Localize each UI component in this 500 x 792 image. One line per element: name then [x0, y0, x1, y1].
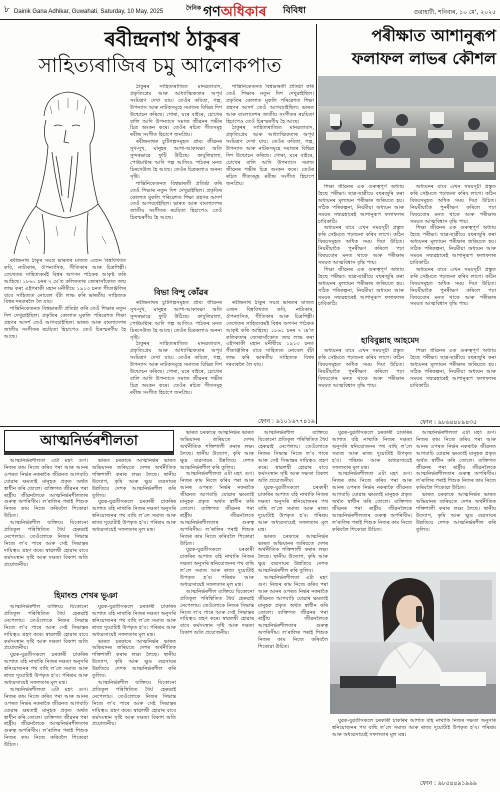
self-reliance-phone: ফোন : ৯৮৫৪৪৯১৯৯৯ — [420, 780, 477, 787]
exam-body-col4: শিক্ষা জীৱনৰ এক গুৰুত্বপূৰ্ণ অধ্যায় হৈছে পৰীক্ষা। ছাত্ৰ-ছাত্ৰীয়ে বছৰজুৰি কৰা অধ্যয়নৰ মূল্যায়ন পৰীক্ষাৰ জৰিয়তে হয়। সঠিক পৰিকল্পনা, নিয়মীয়া অধ্যয়ন আৰু সময়ৰ সদ্ব্যৱহাৰেই আশানুৰূপ ফলাফলৰ চাবিকাঠি। — [410, 348, 496, 389]
brand-part1: গণ — [203, 4, 221, 20]
tagore-phone: ফোন : ৯১০১৬৭৭৪১৯ — [258, 418, 315, 425]
exam-body-col2: অধ্যয়নৰ বাবে এখন সময়সূচী প্ৰস্তুত কৰি সেইমতে পঢ়াশুনা কৰিব লাগে। কঠিন বিষয়সমূহত অধিক সময় দিয়া উচিত। নিয়মীয়াকৈ পুনৰীক্ষণ কৰিলে পঢ়া বিষয়বোৰ মনত থাকে আৰু পৰীক্ষাৰ সময়ত আত্মবিশ্বাস বৃদ্ধি পায়। শিক্ষা জীৱনৰ এক গুৰুত্বপূৰ্ণ অধ্যায় হৈছে পৰীক্ষা। ছাত্ৰ-ছাত্ৰীয়ে বছৰজুৰি কৰা অধ্যয়নৰ মূল্যায়ন পৰীক্ষাৰ জৰিয়তে হয়। সঠিক পৰিকল্পনা, নিয়মীয়া অধ্যয়ন আৰু সময়ৰ সদ্ব্যৱহাৰেই আশানুৰূপ ফলাফলৰ চাবিকাঠি। অধ্যয়নৰ বাবে এখন সময়সূচী প্ৰস্তুত কৰি সেইমতে পঢ়াশুনা কৰিব লাগে। কঠিন বিষয়সমূহত অধিক সময় দিয়া উচিত। নিয়মীয়াকৈ পুনৰীক্ষণ কৰিলে পঢ়া বিষয়বোৰ মনত থাকে আৰু পৰীক্ষাৰ সময়ত আত্মবিশ্বাস বৃদ্ধি পায়। — [410, 184, 496, 308]
tagore-headline-line2: সাহিত্যৰাজিৰ চমু আলোকপাত — [38, 53, 282, 77]
self-reliance-banner: আত্মনিৰ্ভৰশীলতা — [4, 430, 174, 452]
tagore-body-col5: ৰবীন্দ্ৰনাথ ঠাকুৰ সমগ্ৰ ভাৰতৰ মাজত এজন বিশ্ববিখ্যাত কবি, নাট্যকাৰ, ঔপন্যাসিক, গীতিকাৰ আৰু চিত্ৰশিল্পী। তেখেতৰ সাহিত্যকৰ্মই বিশ্বৰ অগণন পাঠকক আকৃষ্ট কৰি আহিছে। ১৮৬১ চনৰ ৭ মে’ত কলিকতাৰ জোৰাসাঁকোত জন্ম লাভ কৰা এইগৰাকী মহান মনীষীয়ে ১৯১৩ চনত গীতাঞ্জলিৰ বাবে সাহিত্যত নোবেল বঁটা লাভ কৰি ভাৰতীয় সাহিত্যক বিশ্বৰ দৰবাৰলৈ লৈ যায়। — [226, 300, 314, 369]
self-reliance-col8: আত্মনিৰ্ভৰশীলতা এটা মহৎ গুণ। নিজৰ কাম নিজে কৰিব পৰা আৰু আনৰ ওপৰত নিৰ্ভৰ নকৰাকৈ জীৱনত আগবাঢ়ি যোৱাৰ ক্ষমতাই মানুহক প্ৰকৃত অৰ্থত স্বাধীন কৰি তোলে। ব্যক্তিগত জীৱনৰ পৰা ৰাষ্ট্ৰীয় জীৱনলৈকে আত্মনিৰ্ভৰশীলতাৰ গুৰুত্ব অপৰিসীম। ল’ৰালিৰ পৰাই শিশুক নিজৰ কাম নিজে কৰিবলৈ শিকোৱা উচিত। ভাৰত চৰকাৰে আত্মনিৰ্ভৰ ভাৰত অভিযানৰ জৰিয়তে দেশৰ অৰ্থনীতিক শক্তিশালী কৰাৰ লক্ষ্য লৈছে। স্থানীয় উদ্যোগ, কৃষি আৰু ক্ষুদ্ৰ ব্যৱসায়ৰ উন্নতিয়ে দেশক আত্মনিৰ্ভৰশীল কৰি তুলিব। — [416, 430, 496, 533]
self-reliance-col1: আত্মনিৰ্ভৰশীলতা এটা মহৎ গুণ। নিজৰ কাম নিজে কৰিব পৰা আৰু আনৰ ওপৰত নিৰ্ভৰ নকৰাকৈ জীৱনত আগবাঢ়ি যোৱাৰ ক্ষমতাই মানুহক প্ৰকৃত অৰ্থত স্বাধীন কৰি তোলে। ব্যক্তিগত জীৱনৰ পৰা ৰাষ্ট্ৰীয় জীৱনলৈকে আত্মনিৰ্ভৰশীলতাৰ গুৰুত্ব অপৰিসীম। ল’ৰালিৰ পৰাই শিশুক নিজৰ কাম নিজে কৰিবলৈ শিকোৱা উচিত। আত্মনিৰ্ভৰশীল ব্যক্তিয়ে যিকোনো প্ৰতিকূল পৰিস্থিতিত ধৈৰ্য হেৰুৱাই নেপেলায়। তেওঁলোকে নিজৰ সিদ্ধান্ত নিজে ল’ব পাৰে আৰু সেই সিদ্ধান্তৰ দায়িত্বও গ্ৰহণ কৰে। স্বাৱলম্বী হোৱাৰ বাবে কৰ্মসংস্থান সৃষ্টি আৰু দক্ষতা বিকাশ অতি প্ৰয়োজনীয়। — [4, 458, 88, 568]
tagore-body-col2: ঠাকুৰৰ সাহিত্যৰাজিত মানৱতাবাদ, প্ৰকৃতিপ্ৰেম আৰু আধ্যাত্মিকতাৰ অপূৰ্ব সংমিশ্ৰণ দেখা যায়। তেওঁৰ কবিতা, গল্প, উপন্যাস আৰু নাটকসমূহে সমাজৰ বিভিন্ন দিশ উন্মোচন কৰিছে। গোৰা, ঘৰে বাইৰে, চোখেৰ বালি আদি উপন্যাসে সমাজ জীৱনৰ গভীৰ চিত্ৰ অংকন কৰে। তেওঁৰ ৰচিত গীতসমূহ ৰবীন্দ্ৰ সংগীত হিচাপে জনপ্ৰিয়। ৰবীন্দ্ৰনাথৰ চুটিগল্পসমূহত গ্ৰাম্য জীৱনৰ সুখ-দুখ, মানুহৰ আশা-আকাংক্ষা অতি সুন্দৰভাৱে ফুটি উঠিছে। কাবুলিৱালা, পোষ্টমাষ্টাৰ আদি গল্প আজিও পাঠকৰ মনত চিৰসেউজ হৈ আছে। তেওঁৰ চিত্ৰকলাও অনন্য সৃষ্টি। শান্তিনিকেতনত বিশ্বভাৰতী প্ৰতিষ্ঠা কৰি তেওঁ শিক্ষাৰ নতুন দিশ দেখুৱাইছিল। প্ৰকৃতিৰ কোলাত মুকলি পৰিৱেশত শিক্ষা গ্ৰহণৰ আদৰ্শ তেওঁ আগবঢ়াইছিল। ভাৰত আৰু বাংলাদেশৰ জাতীয় সংগীতৰ ৰচয়িতা হিচাপেও তেওঁ চিৰস্মৰণীয় হৈ আছে। — [130, 84, 222, 222]
self-reliance-col9: যুৱক-যুৱতীসকলে চৰকাৰী চাকৰিৰ আশাত বহি নাথাকি নিজৰ দক্ষতা অনুসৰি স্বনিয়োজনৰ পথ বাছি ল’লে সমাজ আৰু ৰাজ্য দুয়োটাই উপকৃত হ’ব। পৰিশ্ৰম আৰু অধ্যৱসায়েই সফলতাৰ মূল মন্ত্ৰ। — [332, 718, 496, 738]
self-reliance-col5: ভাৰত চৰকাৰে আত্মনিৰ্ভৰ ভাৰত অভিযানৰ জৰিয়তে দেশৰ অৰ্থনীতিক শক্তিশালী কৰাৰ লক্ষ্য লৈছে। স্থানীয় উদ্যোগ, কৃষি আৰু ক্ষুদ্ৰ ব্যৱসায়ৰ উন্নতিয়ে দেশক আত্মনিৰ্ভৰশীল কৰি তুলিব। আত্মনিৰ্ভৰশীলতা এটা মহৎ গুণ। নিজৰ কাম নিজে কৰিব পৰা আৰু আনৰ ওপৰত নিৰ্ভৰ নকৰাকৈ জীৱনত আগবাঢ়ি যোৱাৰ ক্ষমতাই মানুহক প্ৰকৃত অৰ্থত স্বাধীন কৰি তোলে। ব্যক্তিগত জীৱনৰ পৰা ৰাষ্ট্ৰীয় জীৱনলৈকে আত্মনিৰ্ভৰশীলতাৰ গুৰুত্ব অপৰিসীম। ল’ৰালিৰ পৰাই শিশুক নিজৰ কাম নিজে কৰিবলৈ শিকোৱা উচিত। যুৱক-যুৱতীসকলে চৰকাৰী চাকৰিৰ আশাত বহি নাথাকি নিজৰ দক্ষতা অনুসৰি স্বনিয়োজনৰ পথ বাছি ল’লে সমাজ আৰু ৰাজ্য দুয়োটাই উপকৃত হ’ব। পৰিশ্ৰম আৰু অধ্যৱসায়েই সফলতাৰ মূল মন্ত্ৰ। আত্মনিৰ্ভৰশীল ব্যক্তিয়ে যিকোনো প্ৰতিকূল পৰিস্থিতিত ধৈৰ্য হেৰুৱাই নেপেলায়। তেওঁলোকে নিজৰ সিদ্ধান্ত নিজে ল’ব পাৰে আৰু সেই সিদ্ধান্তৰ দায়িত্বও গ্ৰহণ কৰে। স্বাৱলম্বী হোৱাৰ বাবে কৰ্মসংস্থান সৃষ্টি আৰু দক্ষতা বিকাশ অতি প্ৰয়োজনীয়। — [180, 430, 254, 637]
exam-hall-photo-icon — [318, 76, 496, 180]
page-number: ৮ — [4, 5, 10, 15]
self-reliance-col4: যুৱক-যুৱতীসকলে চৰকাৰী চাকৰিৰ আশাত বহি নাথাকি নিজৰ দক্ষতা অনুসৰি স্বনিয়োজনৰ পথ বাছি ল’লে সমাজ আৰু ৰাজ্য দুয়োটাই উপকৃত হ’ব। পৰিশ্ৰম আৰু অধ্যৱসায়েই সফলতাৰ মূল মন্ত্ৰ। ভাৰত চৰকাৰে আত্মনিৰ্ভৰ ভাৰত অভিযানৰ জৰিয়তে দেশৰ অৰ্থনীতিক শক্তিশালী কৰাৰ লক্ষ্য লৈছে। স্থানীয় উদ্যোগ, কৃষি আৰু ক্ষুদ্ৰ ব্যৱসায়ৰ উন্নতিয়ে দেশক আত্মনিৰ্ভৰশীল কৰি তুলিব। আত্মনিৰ্ভৰশীল ব্যক্তিয়ে যিকোনো প্ৰতিকূল পৰিস্থিতিত ধৈৰ্য হেৰুৱাই নেপেলায়। তেওঁলোকে নিজৰ সিদ্ধান্ত নিজে ল’ব পাৰে আৰু সেই সিদ্ধান্তৰ দায়িত্বও গ্ৰহণ কৰে। স্বাৱলম্বী হোৱাৰ বাবে কৰ্মসংস্থান সৃষ্টি আৰু দক্ষতা বিকাশ অতি প্ৰয়োজনীয়। — [92, 604, 176, 728]
newspaper-brand — [186, 0, 266, 24]
exam-headline-line1: পৰীক্ষাত আশানুৰূপ — [371, 26, 496, 45]
exam-author: হাবিবুল্লাহ আহমেদ — [358, 334, 422, 349]
tagore-body-col4: ৰবীন্দ্ৰনাথৰ চুটিগল্পসমূহত গ্ৰাম্য জীৱনৰ সুখ-দুখ, মানুহৰ আশা-আকাংক্ষা অতি সুন্দৰভাৱে ফুটি উঠিছে। কাবুলিৱালা, পোষ্টমাষ্টাৰ আদি গল্প আজিও পাঠকৰ মনত চিৰসেউজ হৈ আছে। তেওঁৰ চিত্ৰকলাও অনন্য সৃষ্টি। ঠাকুৰৰ সাহিত্যৰাজিত মানৱতাবাদ, প্ৰকৃতিপ্ৰেম আৰু আধ্যাত্মিকতাৰ অপূৰ্ব সংমিশ্ৰণ দেখা যায়। তেওঁৰ কবিতা, গল্প, উপন্যাস আৰু নাটকসমূহে সমাজৰ বিভিন্ন দিশ উন্মোচন কৰিছে। গোৰা, ঘৰে বাইৰে, চোখেৰ বালি আদি উপন্যাসে সমাজ জীৱনৰ গভীৰ চিত্ৰ অংকন কৰে। তেওঁৰ ৰচিত গীতসমূহ ৰবীন্দ্ৰ সংগীত হিচাপে জনপ্ৰিয়। — [130, 300, 222, 396]
brand-prefix: দৈনিক — [186, 5, 202, 12]
column-divider — [316, 24, 317, 424]
date-local: গুৱাহাটী, শনিবাৰ, ১০ মে’, ২০২৫ — [413, 9, 496, 16]
tagore-body-col1: ৰবীন্দ্ৰনাথ ঠাকুৰ সমগ্ৰ ভাৰতৰ মাজত এজন বিশ্ববিখ্যাত কবি, নাট্যকাৰ, ঔপন্যাসিক, গীতিকাৰ আৰু চিত্ৰশিল্পী। তেখেতৰ সাহিত্যকৰ্মই বিশ্বৰ অগণন পাঠকক আকৃষ্ট কৰি আহিছে। ১৮৬১ চনৰ ৭ মে’ত কলিকতাৰ জোৰাসাঁকোত জন্ম লাভ কৰা এইগৰাকী মহান মনীষীয়ে ১৯১৩ চনত গীতাঞ্জলিৰ বাবে সাহিত্যত নোবেল বঁটা লাভ কৰি ভাৰতীয় সাহিত্যক বিশ্বৰ দৰবাৰলৈ লৈ যায়। শান্তিনিকেতনত বিশ্বভাৰতী প্ৰতিষ্ঠা কৰি তেওঁ শিক্ষাৰ নতুন দিশ দেখুৱাইছিল। প্ৰকৃতিৰ কোলাত মুকলি পৰিৱেশত শিক্ষা গ্ৰহণৰ আদৰ্শ তেওঁ আগবঢ়াইছিল। ভাৰত আৰু বাংলাদেশৰ জাতীয় সংগীতৰ ৰচয়িতা হিচাপেও তেওঁ চিৰস্মৰণীয় হৈ আছে। — [4, 258, 126, 340]
masthead — [0, 0, 500, 20]
exam-body-col3: অধ্যয়নৰ বাবে এখন সময়সূচী প্ৰস্তুত কৰি সেইমতে পঢ়াশুনা কৰিব লাগে। কঠিন বিষয়সমূহত অধিক সময় দিয়া উচিত। নিয়মীয়াকৈ পুনৰীক্ষণ কৰিলে পঢ়া বিষয়বোৰ মনত থাকে আৰু পৰীক্ষাৰ সময়ত আত্মবিশ্বাস বৃদ্ধি পায়। — [318, 348, 404, 389]
tagore-author: বিভা বিন্দু কোঁৱৰ — [154, 288, 209, 297]
woman-office-phone-photo-icon — [330, 572, 496, 714]
self-reliance-col6: আত্মনিৰ্ভৰশীল ব্যক্তিয়ে যিকোনো প্ৰতিকূল পৰিস্থিতিত ধৈৰ্য হেৰুৱাই নেপেলায়। তেওঁলোকে নিজৰ সিদ্ধান্ত নিজে ল’ব পাৰে আৰু সেই সিদ্ধান্তৰ দায়িত্বও গ্ৰহণ কৰে। স্বাৱলম্বী হোৱাৰ বাবে কৰ্মসংস্থান সৃষ্টি আৰু দক্ষতা বিকাশ অতি প্ৰয়োজনীয়। যুৱক-যুৱতীসকলে চৰকাৰী চাকৰিৰ আশাত বহি নাথাকি নিজৰ দক্ষতা অনুসৰি স্বনিয়োজনৰ পথ বাছি ল’লে সমাজ আৰু ৰাজ্য দুয়োটাই উপকৃত হ’ব। পৰিশ্ৰম আৰু অধ্যৱসায়েই সফলতাৰ মূল মন্ত্ৰ। ভাৰত চৰকাৰে আত্মনিৰ্ভৰ ভাৰত অভিযানৰ জৰিয়তে দেশৰ অৰ্থনীতিক শক্তিশালী কৰাৰ লক্ষ্য লৈছে। স্থানীয় উদ্যোগ, কৃষি আৰু ক্ষুদ্ৰ ব্যৱসায়ৰ উন্নতিয়ে দেশক আত্মনিৰ্ভৰশীল কৰি তুলিব। আত্মনিৰ্ভৰশীলতা এটা মহৎ গুণ। নিজৰ কাম নিজে কৰিব পৰা আৰু আনৰ ওপৰত নিৰ্ভৰ নকৰাকৈ জীৱনত আগবাঢ়ি যোৱাৰ ক্ষমতাই মানুহক প্ৰকৃত অৰ্থত স্বাধীন কৰি তোলে। ব্যক্তিগত জীৱনৰ পৰা ৰাষ্ট্ৰীয় জীৱনলৈকে আত্মনিৰ্ভৰশীলতাৰ গুৰুত্ব অপৰিসীম। ল’ৰালিৰ পৰাই শিশুক নিজৰ কাম নিজে কৰিবলৈ শিকোৱা উচিত। — [258, 430, 328, 651]
brand-part2: অধিকাৰ — [220, 4, 267, 20]
exam-body-col1: শিক্ষা জীৱনৰ এক গুৰুত্বপূৰ্ণ অধ্যায় হৈছে পৰীক্ষা। ছাত্ৰ-ছাত্ৰীয়ে বছৰজুৰি কৰা অধ্যয়নৰ মূল্যায়ন পৰীক্ষাৰ জৰিয়তে হয়। সঠিক পৰিকল্পনা, নিয়মীয়া অধ্যয়ন আৰু সময়ৰ সদ্ব্যৱহাৰেই আশানুৰূপ ফলাফলৰ চাবিকাঠি। অধ্যয়নৰ বাবে এখন সময়সূচী প্ৰস্তুত কৰি সেইমতে পঢ়াশুনা কৰিব লাগে। কঠিন বিষয়সমূহত অধিক সময় দিয়া উচিত। নিয়মীয়াকৈ পুনৰীক্ষণ কৰিলে পঢ়া বিষয়বোৰ মনত থাকে আৰু পৰীক্ষাৰ সময়ত আত্মবিশ্বাস বৃদ্ধি পায়। শিক্ষা জীৱনৰ এক গুৰুত্বপূৰ্ণ অধ্যায় হৈছে পৰীক্ষা। ছাত্ৰ-ছাত্ৰীয়ে বছৰজুৰি কৰা অধ্যয়নৰ মূল্যায়ন পৰীক্ষাৰ জৰিয়তে হয়। সঠিক পৰিকল্পনা, নিয়মীয়া অধ্যয়ন আৰু সময়ৰ সদ্ব্যৱহাৰেই আশানুৰূপ ফলাফলৰ চাবিকাঠি। — [318, 184, 404, 308]
self-reliance-col7: যুৱক-যুৱতীসকলে চৰকাৰী চাকৰিৰ আশাত বহি নাথাকি নিজৰ দক্ষতা অনুসৰি স্বনিয়োজনৰ পথ বাছি ল’লে সমাজ আৰু ৰাজ্য দুয়োটাই উপকৃত হ’ব। পৰিশ্ৰম আৰু অধ্যৱসায়েই সফলতাৰ মূল মন্ত্ৰ। আত্মনিৰ্ভৰশীলতা এটা মহৎ গুণ। নিজৰ কাম নিজে কৰিব পৰা আৰু আনৰ ওপৰত নিৰ্ভৰ নকৰাকৈ জীৱনত আগবাঢ়ি যোৱাৰ ক্ষমতাই মানুহক প্ৰকৃত অৰ্থত স্বাধীন কৰি তোলে। ব্যক্তিগত জীৱনৰ পৰা ৰাষ্ট্ৰীয় জীৱনলৈকে আত্মনিৰ্ভৰশীলতাৰ গুৰুত্ব অপৰিসীম। ল’ৰালিৰ পৰাই শিশুক নিজৰ কাম নিজে কৰিবলৈ শিকোৱা উচিত। — [332, 430, 412, 533]
section-name: বিবিধা — [283, 6, 306, 16]
self-reliance-col3: আত্মনিৰ্ভৰশীল ব্যক্তিয়ে যিকোনো প্ৰতিকূল পৰিস্থিতিত ধৈৰ্য হেৰুৱাই নেপেলায়। তেওঁলোকে নিজৰ সিদ্ধান্ত নিজে ল’ব পাৰে আৰু সেই সিদ্ধান্তৰ দায়িত্বও গ্ৰহণ কৰে। স্বাৱলম্বী হোৱাৰ বাবে কৰ্মসংস্থান সৃষ্টি আৰু দক্ষতা বিকাশ অতি প্ৰয়োজনীয়। যুৱক-যুৱতীসকলে চৰকাৰী চাকৰিৰ আশাত বহি নাথাকি নিজৰ দক্ষতা অনুসৰি স্বনিয়োজনৰ পথ বাছি ল’লে সমাজ আৰু ৰাজ্য দুয়োটাই উপকৃত হ’ব। পৰিশ্ৰম আৰু অধ্যৱসায়েই সফলতাৰ মূল মন্ত্ৰ। আত্মনিৰ্ভৰশীলতা এটা মহৎ গুণ। নিজৰ কাম নিজে কৰিব পৰা আৰু আনৰ ওপৰত নিৰ্ভৰ নকৰাকৈ জীৱনত আগবাঢ়ি যোৱাৰ ক্ষমতাই মানুহক প্ৰকৃত অৰ্থত স্বাধীন কৰি তোলে। ব্যক্তিগত জীৱনৰ পৰা ৰাষ্ট্ৰীয় জীৱনলৈকে আত্মনিৰ্ভৰশীলতাৰ গুৰুত্ব অপৰিসীম। ল’ৰালিৰ পৰাই শিশুক নিজৰ কাম নিজে কৰিবলৈ শিকোৱা উচিত। — [4, 604, 88, 749]
tagore-headline-line1: ৰবীন্দ্ৰনাথ ঠাকুৰৰ — [104, 27, 240, 51]
tagore-portrait-icon — [6, 86, 124, 256]
exam-phone: ফোন : ৯৮৬৪৪৮৯৪৩৫ — [420, 419, 477, 426]
banner-shadow — [4, 452, 174, 455]
exam-headline-line2: ফলাফল লাভৰ কৌশল — [351, 49, 496, 68]
self-reliance-author: হিমাংশু শেখৰ ভূঞা — [54, 591, 118, 600]
self-reliance-col2: ভাৰত চৰকাৰে আত্মনিৰ্ভৰ ভাৰত অভিযানৰ জৰিয়তে দেশৰ অৰ্থনীতিক শক্তিশালী কৰাৰ লক্ষ্য লৈছে। স্থানীয় উদ্যোগ, কৃষি আৰু ক্ষুদ্ৰ ব্যৱসায়ৰ উন্নতিয়ে দেশক আত্মনিৰ্ভৰশীল কৰি তুলিব। যুৱক-যুৱতীসকলে চৰকাৰী চাকৰিৰ আশাত বহি নাথাকি নিজৰ দক্ষতা অনুসৰি স্বনিয়োজনৰ পথ বাছি ল’লে সমাজ আৰু ৰাজ্য দুয়োটাই উপকৃত হ’ব। পৰিশ্ৰম আৰু অধ্যৱসায়েই সফলতাৰ মূল মন্ত্ৰ। — [92, 458, 176, 534]
edition-line: Dainik Gana Adhikar, Guwahati, Saturday, 10 May, 2025 — [14, 9, 164, 15]
tagore-body-col3: শান্তিনিকেতনত বিশ্বভাৰতী প্ৰতিষ্ঠা কৰি তেওঁ শিক্ষাৰ নতুন দিশ দেখুৱাইছিল। প্ৰকৃতিৰ কোলাত মুকলি পৰিৱেশত শিক্ষা গ্ৰহণৰ আদৰ্শ তেওঁ আগবঢ়াইছিল। ভাৰত আৰু বাংলাদেশৰ জাতীয় সংগীতৰ ৰচয়িতা হিচাপেও তেওঁ চিৰস্মৰণীয় হৈ আছে। ঠাকুৰৰ সাহিত্যৰাজিত মানৱতাবাদ, প্ৰকৃতিপ্ৰেম আৰু আধ্যাত্মিকতাৰ অপূৰ্ব সংমিশ্ৰণ দেখা যায়। তেওঁৰ কবিতা, গল্প, উপন্যাস আৰু নাটকসমূহে সমাজৰ বিভিন্ন দিশ উন্মোচন কৰিছে। গোৰা, ঘৰে বাইৰে, চোখেৰ বালি আদি উপন্যাসে সমাজ জীৱনৰ গভীৰ চিত্ৰ অংকন কৰে। তেওঁৰ ৰচিত গীতসমূহ ৰবীন্দ্ৰ সংগীত হিচাপে জনপ্ৰিয়। — [226, 84, 314, 187]
